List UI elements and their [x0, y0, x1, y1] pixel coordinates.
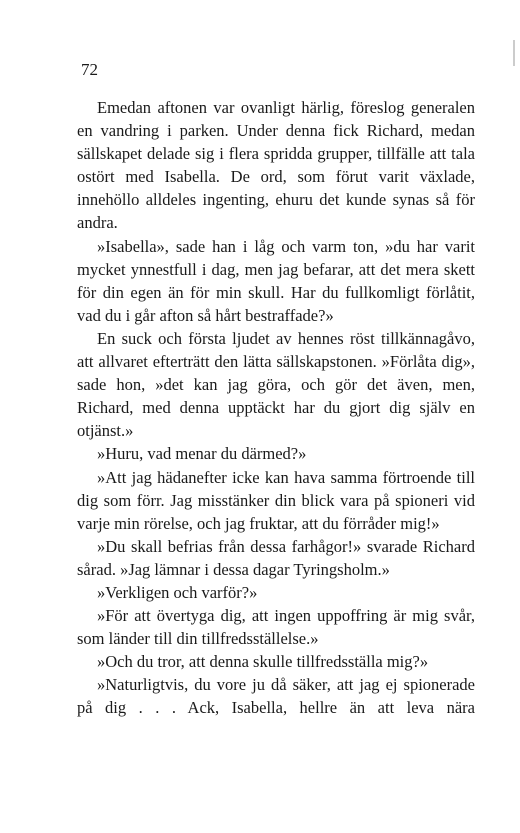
page-number: 72	[81, 60, 98, 79]
body-text	[77, 96, 475, 720]
paragraph: »Huru, vad menar du därmed?»	[97, 444, 307, 464]
paragraph: »Naturligtvis, du vore ju då säker, att jag ej spionerade på dig . . . Ack, Isabella, hellre än att leva nära	[77, 675, 475, 718]
paragraph: En suck och första ljudet av hennes röst tillkännagåvo, att allvaret efterträtt den lätta sällskapstonen. »Förlåta dig», sade hon, »det kan jag göra, och gör det även, men, Richard, med denna upptäckt har du gjort dig själv en otjänst.»	[77, 328, 475, 441]
paragraph: »Verkligen och varför?»	[97, 582, 258, 602]
paragraph: »Isabella», sade han i låg och varm ton, »du har varit mycket ynnestfull i dag, men jag befarar, att det mera skett för din egen än för min skull. Har du fullkomligt förlåtit, vad du i går afton så hårt bestraffade?»	[77, 236, 475, 325]
paragraph: »För att övertyga dig, att ingen uppoffring är mig svår, som länder till din tillfredsställelse.»	[77, 606, 475, 649]
paragraph: »Att jag hädanefter icke kan hava samma förtroende till dig som förr. Jag misstänker din blick vara på spioneri vid varje min rörelse, och jag fruktar, att du förråder mig!»	[77, 467, 475, 533]
margin-mark	[513, 40, 515, 66]
paragraph: Emedan aftonen var ovanligt härlig, föreslog generalen en vandring i parken. Under denna fick Richard, medan sällskapet delade sig i flera spridda grupper, tillfälle att tala ostört med Isabella. De ord, som förut varit växlade, innehöllo alldeles ingenting, ehuru det kunde synas så för andra.	[77, 98, 475, 233]
paragraph: »Du skall befrias från dessa farhågor!» svarade Richard sårad. »Jag lämnar i dessa dagar Tyringsholm.»	[77, 536, 475, 579]
paragraph: »Och du tror, att denna skulle tillfredsställa mig?»	[97, 652, 429, 672]
